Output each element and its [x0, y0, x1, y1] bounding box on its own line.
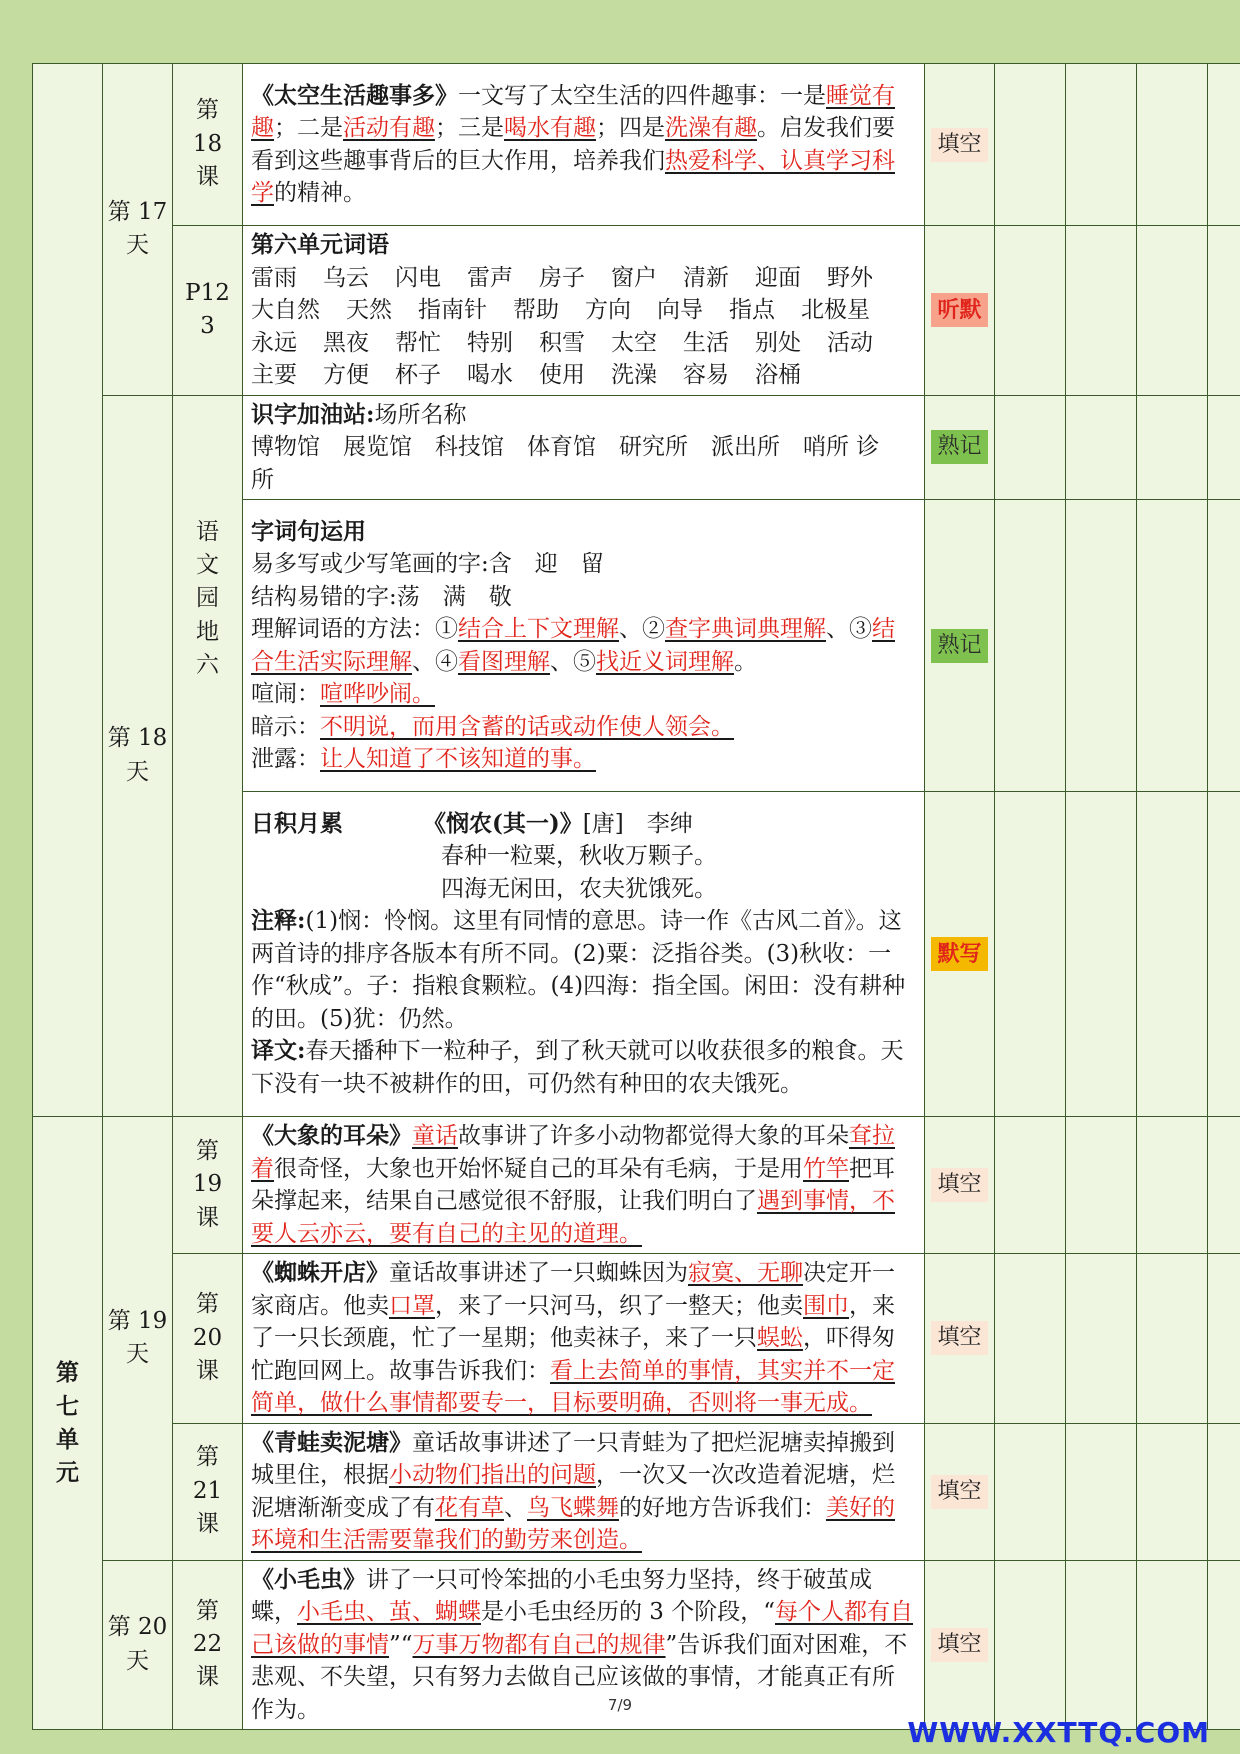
- vocab-word: 积雪: [539, 329, 585, 356]
- text: 的精神。: [274, 180, 366, 206]
- vocab-word: 乌云: [323, 264, 369, 291]
- lesson-number: 19: [192, 1171, 223, 1198]
- answer: 蜈蚣: [757, 1325, 803, 1351]
- lesson-label: 第: [196, 1291, 219, 1318]
- lesson-title: 《太空生活趣事多》: [251, 81, 458, 109]
- unit-label: 七: [56, 1392, 79, 1420]
- check-cell[interactable]: [1208, 226, 1240, 396]
- answer: 结合上下文理解: [458, 616, 619, 642]
- check-cell[interactable]: [1208, 500, 1240, 792]
- tag-cell: [925, 792, 995, 1117]
- word-row: [251, 262, 916, 295]
- table-row: [33, 1117, 1240, 1254]
- answer: 洗澡有趣: [665, 115, 757, 141]
- vocab-word: 大自然: [251, 297, 320, 323]
- vocab-word: 帮忙: [395, 329, 441, 356]
- lesson-title: 《蜘蛛开店》: [251, 1259, 389, 1286]
- answer: 不明说，而用含蓄的话或动作使人领会。: [320, 713, 734, 740]
- lesson-cell: [173, 64, 243, 226]
- answer: 找近义词理解: [596, 648, 734, 675]
- task-tag: 填空: [931, 1475, 987, 1509]
- check-cell[interactable]: [1208, 64, 1240, 226]
- check-cell[interactable]: [1066, 792, 1137, 1117]
- note-heading: 注释:: [251, 907, 306, 935]
- answer: 结: [872, 616, 895, 642]
- answer: 看图理解: [458, 648, 550, 675]
- check-cell[interactable]: [1066, 226, 1137, 396]
- vocab-word: 使用: [539, 362, 585, 388]
- content-cell: [243, 64, 925, 226]
- section-title: 第六单元词语: [251, 231, 389, 258]
- lesson-title: 《大象的耳朵》: [251, 1122, 412, 1149]
- lesson-number: 20: [192, 1324, 223, 1351]
- check-cell[interactable]: [995, 1423, 1066, 1560]
- day-cell: [103, 64, 173, 396]
- text: 故事讲了许多小动物都觉得大象的耳朵: [458, 1123, 849, 1149]
- lesson-label: 文: [196, 551, 219, 578]
- text: 童话故事讲述了一只蜘蛛因为: [389, 1260, 688, 1286]
- answer: 看上去简单的事情，其实并不一定简单，做什么事情都要专一，目标要明确，否则将一事无成。: [251, 1357, 895, 1416]
- task-tag: 填空: [931, 128, 987, 162]
- unit-cell: [33, 1117, 103, 1730]
- tag-cell: [925, 500, 995, 792]
- check-cell[interactable]: [1137, 64, 1208, 226]
- day-label: 第 20 天: [107, 1614, 168, 1674]
- lesson-label: 六: [196, 651, 219, 678]
- vocab-word: 雷雨: [251, 264, 297, 291]
- vocab-word: 浴桶: [755, 362, 801, 388]
- check-cell[interactable]: [1137, 792, 1208, 1117]
- answer: 万事万物都有自己的规律: [412, 1631, 666, 1658]
- section-title: 字词句运用: [251, 517, 366, 545]
- answer: 童话: [412, 1123, 458, 1149]
- task-tag: 听默: [931, 293, 987, 327]
- lesson-label: 第: [196, 1137, 219, 1164]
- text: 童话故事讲述了一只青蛙为了把烂泥塘卖掉搬到城里住，根据: [251, 1429, 895, 1488]
- check-cell[interactable]: [995, 64, 1066, 226]
- page-label: P12: [185, 279, 230, 306]
- vocab-word: 向导: [657, 297, 703, 323]
- check-cell[interactable]: [1066, 1423, 1137, 1560]
- answer: 花有草: [435, 1494, 504, 1521]
- text: 、④: [412, 648, 458, 675]
- text: 一文写了太空生活的四件趣事：一是: [458, 82, 826, 109]
- day-cell: [103, 395, 173, 1117]
- answer: 鸟飞蝶舞: [527, 1494, 619, 1521]
- vocab-word: 天然: [346, 297, 392, 323]
- unit-label: 元: [56, 1459, 79, 1487]
- content-cell: [243, 500, 925, 792]
- text: ”告诉我们面对困难，不悲观、不失望，只有努力去做自己应该做的事情，才能真正有所作为。: [251, 1631, 908, 1723]
- check-cell[interactable]: [1208, 1254, 1240, 1424]
- answer: 合生活实际理解: [251, 648, 412, 675]
- vocab-word: 永远: [251, 329, 297, 356]
- check-cell[interactable]: [1137, 395, 1208, 500]
- text: 决定开一家商店。他卖: [251, 1260, 895, 1319]
- table-row: [33, 64, 1240, 226]
- task-tag: 熟记: [931, 629, 987, 663]
- task-tag: 填空: [931, 1321, 987, 1355]
- text: 、②: [619, 616, 665, 642]
- page-number: 7/9: [607, 1696, 633, 1714]
- page-label: 3: [200, 313, 215, 340]
- lesson-label: 课: [196, 1204, 219, 1231]
- vocab-word: 闪电: [395, 264, 441, 291]
- unit-cell-empty: [33, 64, 103, 1117]
- unit-label: 第: [56, 1359, 79, 1387]
- text: ；二是: [274, 115, 343, 141]
- lesson-label: 语: [196, 518, 219, 545]
- text: 泄露：: [251, 746, 320, 772]
- table-row: [33, 1254, 1240, 1424]
- answer: 让人知道了不该知道的事。: [320, 746, 596, 772]
- answer: 美好的环境和生活需要靠我们的勤劳来创造。: [251, 1494, 895, 1553]
- text: 。启发我们要看到这些趣事背后的巨大作用，培养我们: [251, 115, 895, 174]
- text: 、⑤: [550, 648, 596, 675]
- table-row: [33, 226, 1240, 396]
- text: 结构易错的字:荡 满 敬: [251, 583, 512, 610]
- lesson-cell: [173, 1254, 243, 1424]
- day-label: 第 17 天: [107, 198, 168, 259]
- vocab-word: 别处: [755, 329, 801, 356]
- vocab-word: 帮助: [513, 297, 559, 323]
- text: ，来了一只河马，织了一整天；他卖: [435, 1292, 803, 1319]
- check-cell[interactable]: [1137, 1117, 1208, 1254]
- poem-author: [唐] 李绅: [582, 810, 693, 837]
- vocab-word: 清新: [683, 264, 729, 291]
- table-row: [33, 395, 1240, 500]
- text: 喧闹：: [251, 681, 320, 707]
- vocab-word: 北极星: [801, 297, 870, 323]
- answer: 睡觉有趣: [251, 82, 895, 141]
- vocab-word: 野外: [827, 264, 873, 291]
- answer: 喧哗吵闹。: [320, 681, 435, 707]
- check-cell[interactable]: [1066, 1254, 1137, 1424]
- lesson-number: 18: [192, 130, 223, 157]
- poem-line: 春种一粒粟，秋收万颗子。: [441, 843, 717, 870]
- check-cell[interactable]: [1066, 395, 1137, 500]
- vocab-word: 雷声: [467, 264, 513, 291]
- note-text: (1)悯：怜悯。这里有同情的意思。诗一作《古风二首》。这两首诗的排序各版本有所不同。(2)粟：泛指谷类。(3)秋收：一作“秋成”。子：指粮食颗粒。(4)四海：指全国。闲田：没有耕种的田。(5)犹：仍然。: [251, 908, 906, 1032]
- check-cell[interactable]: [1208, 1117, 1240, 1254]
- translation-heading: 译文:: [251, 1037, 306, 1065]
- lesson-label: 第: [196, 1597, 219, 1624]
- check-cell[interactable]: [1137, 226, 1208, 396]
- vocab-word: 杯子: [395, 362, 441, 388]
- text: 是小毛虫经历的 3 个阶段，“: [481, 1599, 776, 1625]
- day-label: 第 19 天: [107, 1307, 168, 1368]
- answer: 每个人都有自己该做的事情: [251, 1599, 914, 1658]
- watermark: WWW.XXTTQ.COM: [907, 1716, 1210, 1749]
- poem-line: 四海无闲田，农夫犹饿死。: [441, 875, 717, 902]
- word-list: [251, 262, 916, 392]
- answer: 竹竿: [803, 1155, 849, 1182]
- answer: 耷拉着: [251, 1123, 895, 1182]
- answer: 寂寞、无聊: [688, 1260, 803, 1286]
- answer: 小动物们指出的问题: [389, 1462, 596, 1488]
- content-cell: [243, 1423, 925, 1560]
- text: ，一次又一次改造着泥塘，烂泥塘渐渐变成了有: [251, 1462, 895, 1521]
- text: ，吓得匆忙跑回网上。故事告诉我们：: [251, 1325, 895, 1384]
- tag-cell: [925, 395, 995, 500]
- task-tag: 填空: [931, 1628, 987, 1662]
- answer: 查字典词典理解: [665, 616, 826, 642]
- content-cell: [243, 1117, 925, 1254]
- check-cell[interactable]: [1208, 395, 1240, 500]
- lesson-label: 课: [196, 1357, 219, 1384]
- day-cell: [103, 1117, 173, 1561]
- text: 所: [251, 466, 274, 493]
- answer: 喝水有趣: [504, 115, 596, 141]
- vocab-word: 指南针: [418, 297, 487, 323]
- vocab-word: 窗户: [611, 264, 657, 291]
- lesson-cell: [173, 395, 243, 1117]
- vocab-word: 方便: [323, 362, 369, 388]
- check-cell[interactable]: [995, 395, 1066, 500]
- task-tag: 默写: [931, 937, 987, 971]
- word-row: [251, 327, 916, 360]
- content-cell: [243, 226, 925, 396]
- text: 场所名称: [374, 401, 467, 428]
- lesson-label: 课: [196, 1664, 219, 1691]
- check-cell[interactable]: [1066, 500, 1137, 792]
- poem-title: 《悯农(其一)》: [423, 809, 583, 837]
- text: 、: [504, 1494, 527, 1521]
- vocab-word: 主要: [251, 362, 297, 388]
- word-row: [251, 294, 916, 327]
- text: 易多写或少写笔画的字:含 迎 留: [251, 551, 604, 577]
- text: 。: [734, 648, 757, 675]
- vocab-word: 太空: [611, 329, 657, 356]
- content-cell: [243, 1254, 925, 1424]
- text: ；四是: [596, 115, 665, 141]
- check-cell[interactable]: [1137, 1254, 1208, 1424]
- text: 暗示：: [251, 713, 320, 740]
- lesson-number: 22: [192, 1631, 223, 1658]
- answer: 遇到事情，不要人云亦云，要有自己的主见的道理。: [251, 1188, 895, 1247]
- lesson-label: 第: [196, 97, 219, 124]
- text: 、③: [826, 616, 872, 642]
- check-cell[interactable]: [1137, 500, 1208, 792]
- answer: 小毛虫、茧、蝴蝶: [297, 1599, 481, 1625]
- text: 的好地方告诉我们：: [619, 1494, 826, 1521]
- lesson-cell: [173, 1423, 243, 1560]
- vocab-word: 活动: [827, 329, 873, 356]
- vocab-word: 容易: [683, 362, 729, 388]
- lesson-label: 地: [196, 618, 219, 645]
- vocab-word: 黑夜: [323, 329, 369, 356]
- translation-text: 春天播种下一粒种子，到了秋天就可以收获很多的粮食。天下没有一块不被耕作的田，可仍然有种田的农夫饿死。: [251, 1038, 904, 1097]
- check-cell[interactable]: [1208, 792, 1240, 1117]
- check-cell[interactable]: [1066, 64, 1137, 226]
- lesson-title: 《青蛙卖泥塘》: [251, 1428, 412, 1456]
- vocab-word: 指点: [729, 297, 775, 323]
- table-row: [33, 1423, 1240, 1560]
- unit-label: 单: [56, 1426, 79, 1453]
- lesson-cell: [173, 226, 243, 396]
- tag-cell: [925, 1117, 995, 1254]
- text: 把耳朵撑起来，结果自己感觉很不舒服，让我们明白了: [251, 1155, 895, 1214]
- answer: 活动有趣: [343, 115, 435, 141]
- check-cell[interactable]: [995, 1117, 1066, 1254]
- vocab-word: 迎面: [755, 264, 801, 291]
- answer: 热爱科学、认真学习科学: [251, 147, 895, 206]
- vocab-word: 喝水: [467, 362, 513, 388]
- lesson-number: 21: [192, 1477, 223, 1504]
- lesson-label: 课: [196, 164, 219, 191]
- lesson-cell: [173, 1117, 243, 1254]
- check-cell[interactable]: [1066, 1117, 1137, 1254]
- text: 理解词语的方法：①: [251, 616, 458, 642]
- text: 讲了一只可怜笨拙的小毛虫努力坚持，终于破茧成蝶，: [251, 1566, 872, 1625]
- text: ；三是: [435, 115, 504, 141]
- tag-cell: [925, 1254, 995, 1424]
- lesson-label: 课: [196, 1511, 219, 1538]
- tag-cell: [925, 226, 995, 396]
- check-cell[interactable]: [995, 792, 1066, 1117]
- answer: 围巾: [803, 1292, 849, 1319]
- vocab-word: 洗澡: [611, 362, 657, 388]
- day-label: 第 18 天: [107, 725, 168, 785]
- answer: 口罩: [389, 1292, 435, 1319]
- check-cell[interactable]: [1137, 1423, 1208, 1560]
- text: 很奇怪，大象也开始怀疑自己的耳朵有毛病，于是用: [274, 1155, 803, 1182]
- section-title: 识字加油站:: [251, 400, 375, 428]
- check-cell[interactable]: [1208, 1423, 1240, 1560]
- content-cell: [243, 395, 925, 500]
- vocab-word: 生活: [683, 329, 729, 356]
- text: ，来了一只长颈鹿，忙了一星期；他卖袜子，来了一只: [251, 1292, 895, 1351]
- lesson-label: 园: [196, 585, 219, 612]
- check-cell[interactable]: [995, 500, 1066, 792]
- content-cell: [243, 792, 925, 1117]
- text: 博物馆 展览馆 科技馆 体育馆 研究所 派出所 哨所 诊: [251, 434, 880, 460]
- vocab-word: 方向: [585, 297, 631, 323]
- vocab-word: 特别: [467, 329, 513, 356]
- word-row: [251, 359, 916, 392]
- section-title: 日积月累: [251, 809, 343, 837]
- lesson-label: 第: [196, 1444, 219, 1471]
- tag-cell: [925, 1423, 995, 1560]
- task-tag: 熟记: [931, 430, 987, 464]
- vocab-word: 房子: [539, 264, 585, 291]
- tag-cell: [925, 64, 995, 226]
- check-cell[interactable]: [995, 1254, 1066, 1424]
- check-cell[interactable]: [995, 226, 1066, 396]
- text: ”“: [389, 1631, 413, 1658]
- task-tag: 填空: [931, 1168, 987, 1202]
- lesson-title: 《小毛虫》: [251, 1565, 366, 1593]
